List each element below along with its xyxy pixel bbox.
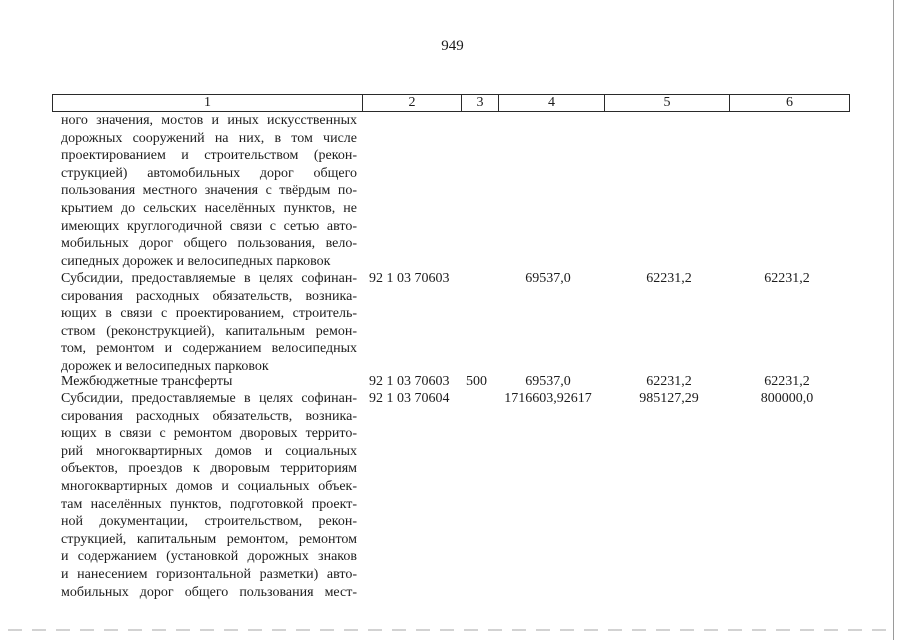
- description-line: ной документации, строительством, рекон-: [61, 514, 357, 530]
- amount-col5: 985127,29: [639, 391, 699, 406]
- column-header-row: [53, 95, 850, 112]
- description-line: имеющих круглогодичной связи с сетью авто-: [61, 218, 357, 234]
- amount-col6: 62231,2: [764, 374, 810, 389]
- description-line: том, ремонтом и содержанием велосипедных: [61, 341, 357, 357]
- description-line: сирования расходных обязательств, возника-: [61, 288, 357, 304]
- description-line: дорожек и велосипедных парковок: [61, 358, 269, 374]
- description-line: Субсидии, предоставляемые в целях софинан-: [61, 391, 357, 406]
- description-line: пользования местного значения с твёрдым по-: [61, 183, 357, 199]
- column-header-table: [52, 94, 850, 112]
- column-header-6: 6: [730, 95, 850, 112]
- description-line: там населённых пунктов, подготовкой проект-: [61, 496, 357, 512]
- column-header-3: 3: [462, 95, 499, 112]
- description-line: объектов, проездов к дворовым территориям: [61, 461, 357, 477]
- column-header-1: 1: [53, 95, 363, 112]
- row-description: [61, 373, 357, 391]
- column-header-2: 2: [363, 95, 462, 112]
- description-line: струкцией) автомобильных дорог общего: [61, 165, 357, 181]
- budget-code: 92 1 03 70604: [369, 391, 450, 406]
- description-line: проектированием и строительством (рекон-: [61, 148, 357, 164]
- amount-col4: 1716603,92617: [504, 391, 592, 406]
- row-description: [61, 390, 357, 601]
- amount-col4: 69537,0: [525, 374, 571, 389]
- column-header-5: 5: [605, 95, 730, 112]
- description-line: ющих в связи с ремонтом дворовых террито-: [61, 426, 357, 442]
- description-line: ющих в связи с проектированием, строитель-: [61, 306, 357, 322]
- amount-col6: 800000,0: [760, 391, 814, 406]
- description-line: сипедных дорожек и велосипедных парковок: [61, 253, 331, 269]
- description-line: Субсидии, предоставляемые в целях софинан-: [61, 271, 357, 286]
- description-line: и нанесением горизонтальной разметки) авто-: [61, 566, 357, 582]
- amount-col5: 62231,2: [646, 374, 692, 389]
- description-line: дорожных сооружений на них, в том числе: [61, 130, 357, 146]
- description-line: рий многоквартирных домов и социальных: [61, 443, 357, 459]
- scan-edge-line: [893, 0, 894, 640]
- amount-col4: 69537,0: [525, 271, 571, 286]
- budget-code: 92 1 03 70603: [369, 374, 450, 389]
- row-description: [61, 112, 357, 270]
- amount-col6: 62231,2: [764, 271, 810, 286]
- description-line: Межбюджетные трансферты: [61, 374, 233, 389]
- budget-code: 92 1 03 70603: [369, 271, 450, 286]
- description-line: ством (реконструкцией), капитальным ремон-: [61, 323, 357, 339]
- description-line: мобильных дорог общего пользования мест-: [61, 584, 357, 600]
- amount-col5: 62231,2: [646, 271, 692, 286]
- page-number: 949: [441, 38, 464, 54]
- description-line: и содержанием (установкой дорожных знаков: [61, 549, 357, 565]
- description-line: многоквартирных домов и социальных объек-: [61, 478, 357, 494]
- description-line: сирования расходных обязательств, возника-: [61, 408, 357, 424]
- description-line: струкцией, капитальным ремонтом, ремонтом: [61, 531, 357, 547]
- row-description: [61, 270, 357, 376]
- column-header-4: 4: [499, 95, 605, 112]
- scan-bottom-edge: [8, 629, 888, 631]
- description-line: крытием до сельских населённых пунктов, не: [61, 200, 357, 216]
- description-line: ного значения, мостов и иных искусственных: [61, 113, 357, 128]
- description-line: мобильных дорог общего пользования, вело-: [61, 236, 357, 252]
- expense-type: 500: [466, 374, 487, 389]
